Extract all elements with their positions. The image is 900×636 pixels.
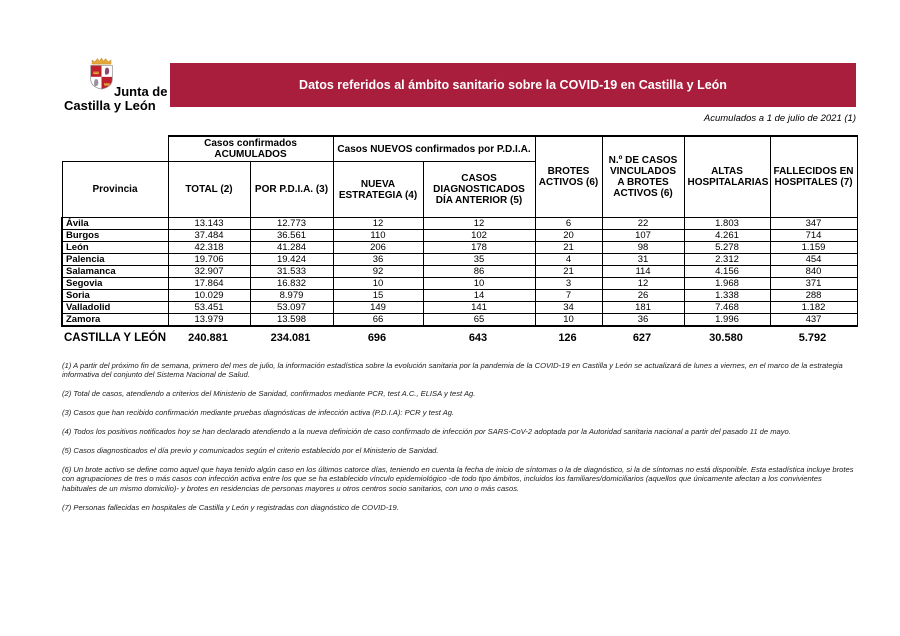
table-row [62, 230, 857, 242]
value-cell: 7 [535, 290, 602, 302]
value-cell: 12 [333, 218, 423, 230]
covid-table-container [61, 135, 857, 346]
value-cell: 14 [423, 290, 535, 302]
header-spacer [62, 136, 168, 162]
value-cell: 12.773 [250, 218, 333, 230]
value-cell: 149 [333, 302, 423, 314]
value-cell: 65 [423, 314, 535, 327]
value-cell: 1.968 [684, 278, 770, 290]
footnotes-section [62, 361, 856, 522]
footnote: (3) Casos que han recibido confirmación mediante pruebas diagnósticas de infección activa (P.D.I.A): PCR y test Ag. [62, 408, 455, 418]
value-cell: 35 [423, 254, 535, 266]
province-cell: Ávila [62, 218, 168, 230]
value-cell: 37.484 [168, 230, 250, 242]
logo-text-line2: Castilla y León [64, 98, 156, 113]
column-header-total: TOTAL (2) [168, 162, 250, 218]
value-cell: 21 [535, 266, 602, 278]
value-cell: 1.182 [770, 302, 857, 314]
column-header-altas: ALTAS HOSPITALARIAS [684, 136, 770, 218]
total-value-cell: 627 [632, 332, 652, 344]
value-cell: 21 [535, 242, 602, 254]
value-cell: 17.864 [168, 278, 250, 290]
footnote: (2) Total de casos, atendiendo a criterios del Ministerio de Sanidad, confirmados mediante PCR, test A.C., ELISA y test Ag. [62, 389, 476, 399]
table-row [62, 266, 857, 278]
value-cell: 42.318 [168, 242, 250, 254]
value-cell: 714 [770, 230, 857, 242]
value-cell: 6 [535, 218, 602, 230]
value-cell: 22 [602, 218, 684, 230]
table-row [62, 290, 857, 302]
footnote: (4) Todos los positivos notificados hoy se han declarado atendiendo a la nueva definición de caso confirmado de infección por SARS-CoV-2 adoptada por la Autoridad sanitaria nacional a partir del pasado 11 de mayo. [62, 427, 791, 437]
accumulated-date-note: Acumulados a 1 de julio de 2021 (1) [703, 113, 856, 124]
value-cell: 10 [333, 278, 423, 290]
table-row [62, 218, 857, 230]
total-value-cell: 234.081 [270, 332, 311, 344]
value-cell: 141 [423, 302, 535, 314]
value-cell: 31 [602, 254, 684, 266]
value-cell: 16.832 [250, 278, 333, 290]
value-cell: 19.706 [168, 254, 250, 266]
table-body [62, 218, 857, 327]
total-row [61, 330, 856, 346]
value-cell: 1.338 [684, 290, 770, 302]
value-cell: 12 [423, 218, 535, 230]
value-cell: 437 [770, 314, 857, 327]
value-cell: 114 [602, 266, 684, 278]
value-cell: 107 [602, 230, 684, 242]
value-cell: 13.979 [168, 314, 250, 327]
value-cell: 1.803 [684, 218, 770, 230]
value-cell: 288 [770, 290, 857, 302]
total-label-cell: CASTILLA Y LEÓN [64, 332, 167, 344]
value-cell: 13.143 [168, 218, 250, 230]
column-header-diagnosticados-dia-anterior: CASOS DIAGNOSTICADOS DÍA ANTERIOR (5) [423, 162, 535, 218]
value-cell: 3 [535, 278, 602, 290]
value-cell: 31.533 [250, 266, 333, 278]
value-cell: 1.996 [684, 314, 770, 327]
value-cell: 4.156 [684, 266, 770, 278]
value-cell: 19.424 [250, 254, 333, 266]
column-header-provincia: Provincia [62, 162, 168, 218]
footnote: (6) Un brote activo se define como aquel que haya tenido algún caso en los últimos catorce días, teniendo en cuenta la fecha de inicio de síntomas o la de diagnóstico, si la de síntomas no está disponible. Esta estadística incluye brotes con agrupaciones de tres o más casos con infección activa entre los que se ha establecido vínculo epidemiológico -de todo tipo ámbitos, incluidos los familiares/domiciliarios (aquellos que únicamente afectan a los convivientes habituales de un mismo domicilio)- y brotes en residencias de personas mayores u otros centros socio sanitarios, con uno o más casos. [62, 464, 854, 493]
total-row-table [61, 330, 856, 346]
column-header-casos-vinculados: N.º DE CASOS VINCULADOS A BROTES ACTIVOS (6) [602, 136, 684, 218]
value-cell: 10 [423, 278, 535, 290]
value-cell: 1.159 [770, 242, 857, 254]
value-cell: 98 [602, 242, 684, 254]
value-cell: 34 [535, 302, 602, 314]
column-header-brotes-activos: BROTES ACTIVOS (6) [535, 136, 602, 218]
value-cell: 13.598 [250, 314, 333, 327]
covid-data-table [61, 135, 858, 327]
value-cell: 8.979 [250, 290, 333, 302]
value-cell: 371 [770, 278, 857, 290]
value-cell: 20 [535, 230, 602, 242]
province-cell: Palencia [62, 254, 168, 266]
value-cell: 53.097 [250, 302, 333, 314]
value-cell: 86 [423, 266, 535, 278]
table-row [62, 302, 857, 314]
total-value-cell: 30.580 [709, 332, 743, 344]
group-header-nuevos: Casos NUEVOS confirmados por P.D.I.A. [333, 136, 535, 162]
province-cell: Salamanca [62, 266, 168, 278]
value-cell: 66 [333, 314, 423, 327]
value-cell: 41.284 [250, 242, 333, 254]
value-cell: 36.561 [250, 230, 333, 242]
footnote: (1) A partir del próximo fin de semana, primero del mes de julio, la información estadística sobre la evolución sanitaria por la pandemia de la COVID-19 en Castilla y León se actualizará de lunes a viernes, en el marco de la estrategia informativa del conjunto del Sistema Nacional de Salud. [62, 361, 843, 380]
footnote: (7) Personas fallecidas en hospitales de Castilla y León y registradas con diagnóstico de COVID-19. [62, 502, 399, 512]
column-header-fallecidos: FALLECIDOS EN HOSPITALES (7) [770, 136, 857, 218]
value-cell: 181 [602, 302, 684, 314]
total-value-cell: 696 [367, 332, 387, 344]
total-value-cell: 126 [558, 332, 577, 344]
junta-castilla-leon-logo [62, 57, 172, 115]
value-cell: 4 [535, 254, 602, 266]
table-row [62, 254, 857, 266]
value-cell: 5.278 [684, 242, 770, 254]
value-cell: 10 [535, 314, 602, 327]
footnote: (5) Casos diagnosticados el día previo y comunicados según el criterio establecido por el Ministerio de Sanidad. [62, 446, 439, 456]
group-header-acumulados: Casos confirmados ACUMULADOS [168, 136, 333, 162]
value-cell: 4.261 [684, 230, 770, 242]
total-value-cell: 5.792 [798, 332, 827, 344]
value-cell: 36 [602, 314, 684, 327]
value-cell: 36 [333, 254, 423, 266]
value-cell: 102 [423, 230, 535, 242]
total-value-cell: 643 [468, 332, 488, 344]
value-cell: 110 [333, 230, 423, 242]
table-row [62, 314, 857, 327]
province-cell: León [62, 242, 168, 254]
province-cell: Zamora [62, 314, 168, 327]
page-title: Datos referidos al ámbito sanitario sobre la COVID-19 en Castilla y León [299, 78, 727, 92]
group-header-row [62, 136, 857, 162]
table-row [62, 242, 857, 254]
province-cell: Soria [62, 290, 168, 302]
value-cell: 26 [602, 290, 684, 302]
value-cell: 454 [770, 254, 857, 266]
value-cell: 32.907 [168, 266, 250, 278]
value-cell: 92 [333, 266, 423, 278]
value-cell: 7.468 [684, 302, 770, 314]
logo-text-line1: Junta de [114, 84, 168, 99]
value-cell: 840 [770, 266, 857, 278]
column-header-por-pdia: POR P.D.I.A. (3) [250, 162, 333, 218]
value-cell: 206 [333, 242, 423, 254]
value-cell: 347 [770, 218, 857, 230]
value-cell: 2.312 [684, 254, 770, 266]
value-cell: 53.451 [168, 302, 250, 314]
table-row [62, 278, 857, 290]
province-cell: Segovia [62, 278, 168, 290]
value-cell: 12 [602, 278, 684, 290]
value-cell: 178 [423, 242, 535, 254]
column-header-nueva-estrategia: NUEVA ESTRATEGIA (4) [333, 162, 423, 218]
total-value-cell: 240.881 [188, 332, 228, 344]
title-banner [170, 63, 856, 107]
value-cell: 15 [333, 290, 423, 302]
value-cell: 10.029 [168, 290, 250, 302]
province-cell: Burgos [62, 230, 168, 242]
province-cell: Valladolid [62, 302, 168, 314]
coat-of-arms-icon [88, 57, 115, 90]
